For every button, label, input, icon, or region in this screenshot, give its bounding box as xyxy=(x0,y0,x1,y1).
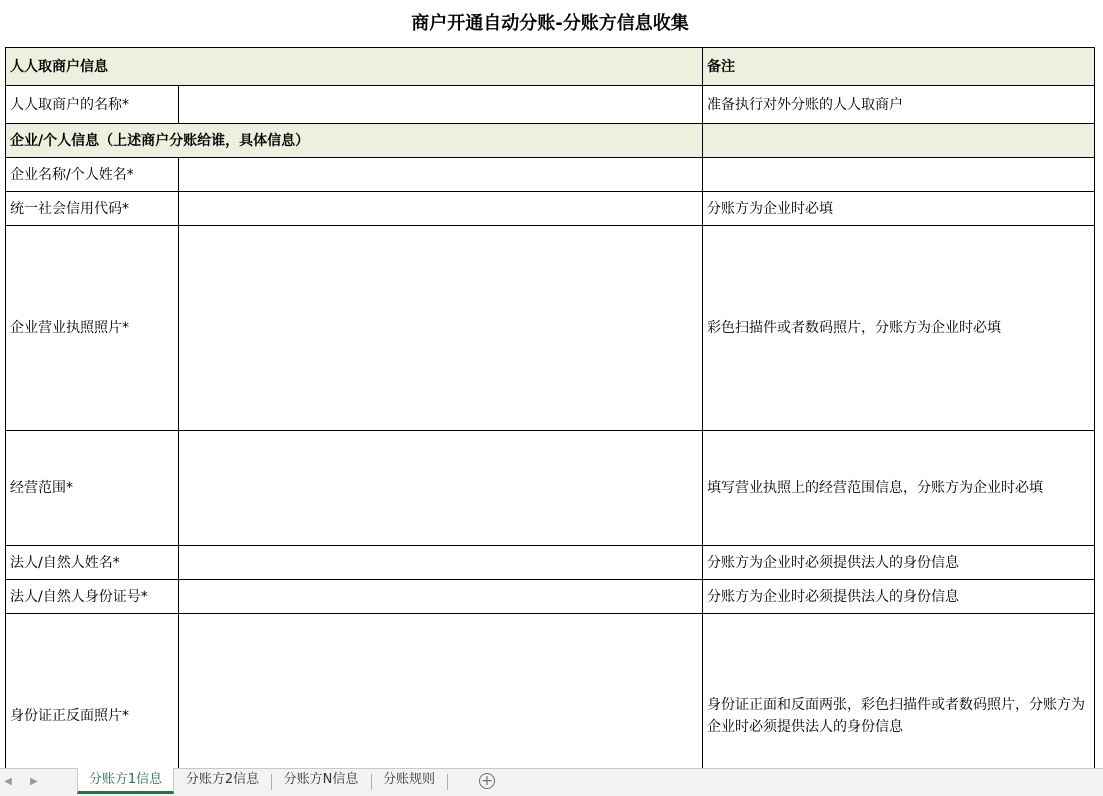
plus-circle-icon[interactable]: + xyxy=(479,773,495,789)
tab-split-rules[interactable]: 分账规则 xyxy=(382,772,435,787)
row-label-company-name[interactable]: 企业名称/个人姓名* xyxy=(5,157,179,192)
row-label-legal-name[interactable]: 法人/自然人姓名* xyxy=(5,545,179,580)
note-legal-name[interactable]: 分账方为企业时必须提供法人的身份信息 xyxy=(702,545,1095,580)
note-id-photo[interactable]: 身份证正面和反面两张，彩色扫描件或者数码照片，分账方为企业时必须提供法人的身份信息 xyxy=(702,613,1095,768)
row-label-license-photo[interactable]: 企业营业执照照片* xyxy=(5,225,179,431)
id-photo-input[interactable] xyxy=(178,613,703,768)
row-label-business-scope[interactable]: 经营范围* xyxy=(5,430,179,546)
business-scope-input[interactable] xyxy=(178,430,703,546)
tab-divider xyxy=(271,774,272,790)
note-business-scope[interactable]: 填写营业执照上的经营范围信息，分账方为企业时必填 xyxy=(702,430,1095,546)
license-photo-input[interactable] xyxy=(178,225,703,431)
sheet-tab-bar xyxy=(0,768,1103,796)
note-legal-id[interactable]: 分账方为企业时必须提供法人的身份信息 xyxy=(702,579,1095,614)
section-header-merchant[interactable]: 人人取商户信息 xyxy=(5,47,703,86)
row-label-merchant-name[interactable]: 人人取商户的名称* xyxy=(5,85,179,124)
note-merchant-name[interactable]: 准备执行对外分账的人人取商户 xyxy=(702,85,1095,124)
tab-sheet-2[interactable]: 分账方2信息 xyxy=(185,772,260,787)
tab-divider xyxy=(371,774,372,790)
row-label-id-photo[interactable]: 身份证正反面照片* xyxy=(5,613,179,768)
tab-sheet-1[interactable]: 分账方1信息 xyxy=(77,768,174,794)
sheet-title[interactable]: 商户开通自动分账-分账方信息收集 xyxy=(5,0,1095,48)
credit-code-input[interactable] xyxy=(178,191,703,226)
note-license-photo[interactable]: 彩色扫描件或者数码照片，分账方为企业时必填 xyxy=(702,225,1095,431)
legal-name-input[interactable] xyxy=(178,545,703,580)
tab-divider xyxy=(447,774,448,790)
header-remarks[interactable]: 备注 xyxy=(702,47,1095,86)
merchant-name-input[interactable] xyxy=(178,85,703,124)
section-header-company-info[interactable]: 企业/个人信息（上述商户分账给谁，具体信息） xyxy=(5,123,703,158)
triangle-right-icon[interactable]: ▶ xyxy=(30,776,38,787)
legal-id-input[interactable] xyxy=(178,579,703,614)
company-name-input[interactable] xyxy=(178,157,703,192)
section-header-blank[interactable] xyxy=(702,123,1095,158)
note-credit-code[interactable]: 分账方为企业时必填 xyxy=(702,191,1095,226)
tab-sheet-n[interactable]: 分账方N信息 xyxy=(283,772,359,787)
row-label-legal-id[interactable]: 法人/自然人身份证号* xyxy=(5,579,179,614)
row-label-credit-code[interactable]: 统一社会信用代码* xyxy=(5,191,179,226)
note-company-name[interactable] xyxy=(702,157,1095,192)
triangle-left-icon[interactable]: ◀ xyxy=(4,776,12,787)
